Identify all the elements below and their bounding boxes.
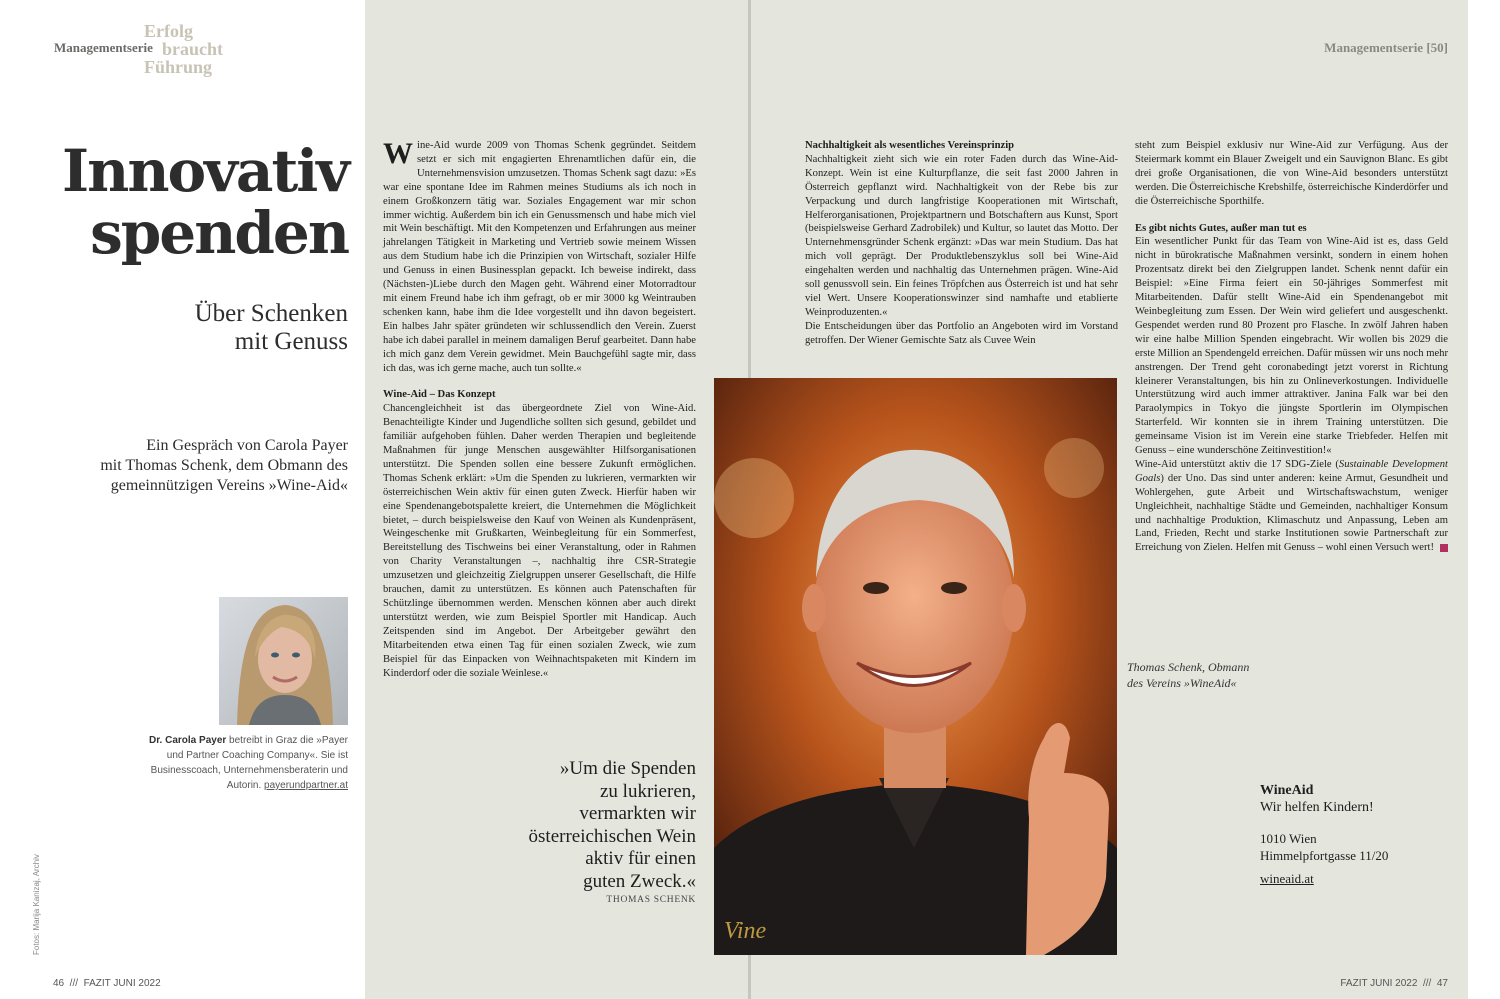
- pull-quote-line: guten Zweck.«: [583, 870, 696, 892]
- photo-credit: Fotos: Marija Kanizaj, Archiv: [32, 854, 41, 955]
- paragraph: [383, 139, 696, 375]
- subtitle-line: Über Schenken: [194, 300, 348, 327]
- article-column-1: [383, 139, 696, 680]
- caption-line: des Vereins »WineAid«: [1127, 676, 1237, 690]
- pull-quote-line: zu lukrieren,: [599, 780, 696, 802]
- organization-website-link[interactable]: wineaid.at: [1260, 871, 1314, 886]
- paragraph: [1135, 458, 1448, 555]
- author-website-link[interactable]: payerundpartner.at: [264, 780, 348, 791]
- address-city: 1010 Wien: [1260, 831, 1317, 846]
- paragraph: Chancengleichheit ist das übergeordnete Ziel von Wine-Aid. Benachteiligte Kinder und Jugendliche sollten sich gesund, gebildet und familiär aufgehoben fühlen. Daher werden Therapien und begleitende Maßnahmen für junge Menschen ausgewählter Hilfsorganisationen unterstützt. Die Spenden sollen eine bessere Zukunft ermöglichen. Thomas Schenk erklärt: »Um die Spenden zu lukrieren, vermarkten wir österreichischen Wein aktiv für einen guten Zweck. Hierfür haben wir eine Spendenangebotspalette kreiert, die Unternehmen die Möglichkeit bietet, – durch beispielsweise den Kauf von Weinen als Kundenpräsent, Weingeschenke mit Grußkarten, Weinbegleitung für ein Sommerfest, Bereitstellung des Tischweins bei einer Veranstaltung, oder in Rahmen von Charity Veranstaltungen –, nachhaltig ihre CSR-Strategie umzusetzen und gleichzeitig Zielgruppen unserer Gesellschaft, die Hilfe brauchen, damit zu unterstützen. Es können auch Patenschaften für Schützlinge übernommen werden. Menschen können aber auch direkt unterstützt werden, wie zum Beispiel Sportler mit Handicap. Auch Zeitspenden sind im Angebot. Der Arbeitgeber gewährt den Mitarbeitenden etwa einen Tag für einen sozialen Zweck, wie zum Beispiel für das Einpacken von Weihnachtspaketen mit Kindern im Kinderdorf oder die soziale Weinlese.«: [383, 403, 696, 679]
- pull-quote-author: THOMAS SCHENK: [606, 895, 696, 905]
- article-subtitle: [195, 300, 348, 356]
- drop-cap: W: [383, 137, 413, 170]
- author-portrait: [219, 597, 348, 725]
- intro-line: gemeinnützigen Vereins »Wine-Aid«: [110, 477, 348, 494]
- article-column-2: [805, 139, 1118, 348]
- pull-quote-line: aktiv für einen: [585, 848, 696, 870]
- series-deco-line: braucht: [162, 39, 224, 59]
- paragraph: steht zum Beispiel exklusiv nur Wine-Aid zur Verfügung. Aus der Steiermark kommt ein Blauer Zweigelt und ein Sauvignon Blanc. Es gibt drei große Organisationen, die von Wine-Aid besonders unterstützt werden. Die Österreichische Krebshilfe, österreichische Kinderdörfer und die Österreichische Sporthilfe.: [1135, 140, 1448, 207]
- title-line: Innovativ: [62, 137, 348, 205]
- author-bio: [138, 733, 348, 793]
- organization-name: WineAid: [1260, 783, 1314, 798]
- address-street: Himmelpfortgasse 11/20: [1260, 848, 1389, 863]
- pull-quote-line: österreichischen Wein: [528, 825, 696, 847]
- article-end-mark: [1440, 544, 1448, 552]
- caption-line: Thomas Schenk, Obmann: [1127, 660, 1250, 674]
- series-decoration: [144, 22, 223, 76]
- paragraph: Die Entscheidungen über das Portfolio an Angeboten wird im Vorstand getroffen. Der Wiener Gemischte Satz als Cuvee Wein: [805, 320, 1118, 346]
- paragraph: Ein wesentlicher Punkt für das Team von Wine-Aid ist es, dass Geld nicht in bürokratische Maßnahmen versinkt, sondern in einem hohen Prozentsatz direkt bei den Zielgruppen landet. Schenk nennt dafür ein Beispiel: »Eine Firma feiert ein 50-jähriges Sommerfest mit Mitarbeitenden. Dafür stellt Wine-Aid ein Spendenangebot mit Weinbegleitung zum Essen. Der Wein wird geliefert und ausgeschenkt. Gespendet werden rund 80 Prozent pro Flasche. In zwölf Jahren haben wir eine halbe Million Spenden eingebracht. Wir wollen bis 2029 die erste Million an Spendengeld erreichen. Dafür müssen wir uns noch mehr anstrengen. Der Trend geht coronabedingt jetzt vorerst in Richtung kleinerer Veranstaltungen, bis hin zu Onlineverkostungen. Individuelle Unterstützung wird auch immer attraktiver. Janina Falk war bei den Paraolympics in Tokyo die jüngste Sportlerin im Olympischen Starterfeld. Wir konnten sie in ihrem Training unterstützen. Die gemeinsame Vision ist im Verein eine starke Triebfeder. Helfen mit Genuss – eine wunderschöne Zeitinvestition!«: [1135, 236, 1448, 457]
- section-heading: Nachhaltigkeit als wesentliches Vereinsprinzip: [805, 140, 1015, 151]
- paragraph: Nachhaltigkeit zieht sich wie ein roter Faden durch das Wine-Aid-Konzept. Wein ist eine Kulturpflanze, die seit fast 2000 Jahren in Österreich gepflanzt wird. Nachhaltigkeit von der Rebe bis zur Verpackung und durch langfristige Kooperationen mit Wirtschaft, Helferorganisationen, Projektpartnern und Botschaftern aus Kunst, Sport (beispielsweise Gerhard Zadrobilek) und Kultur, so lautet das Motto. Der Unternehmensgründer Schenk ergänzt: »Das war mein Studium. Das hat mich voll geprägt. Der Produktlebenszyklus soll bei Wine-Aid eingehalten werden und nachhaltig das Unternehmen prägen. Wine-Aid soll genussvoll sein. Ein feines Tröpfchen aus Österreich ist und hat sehr viel Wert. Unsere Kooperationswinzer sind namhafte und etablierte Weinproduzenten.«: [805, 153, 1118, 318]
- title-line: spenden: [90, 199, 348, 267]
- author-name: Dr. Carola Payer: [149, 735, 227, 746]
- paragraph-text: Wine-Aid unterstützt aktiv die 17 SDG-Ziele (: [1135, 458, 1339, 470]
- pull-quote-line: vermarkten wir: [579, 803, 696, 825]
- section-heading: Wine-Aid – Das Konzept: [383, 389, 496, 401]
- photo-caption: [1127, 659, 1249, 691]
- folio-right: FAZIT JUNI 2022 /// 47: [1340, 978, 1448, 989]
- pull-quote: [529, 758, 696, 894]
- paragraph-text: ) der Uno. Das sind unter anderen: keine Armut, Gesundheit und Wohlergehen, gute Arbeit und Wirtschaftswachstum, weniger Ungleichheit, nachhaltige Städte und Gemeinden, nachhaltiger Konsum und nachhaltige Produktion, Klimaschutz und Anpassung, Leben am Land, Frieden, Recht und starke Institutionen sowie Partnerschaft zur Erreichung von Zielen. Helfen mit Genuss – wohl einen Versuch wert!: [1135, 472, 1448, 554]
- series-label-right: Managementserie [50]: [1324, 40, 1448, 55]
- article-intro: [100, 436, 348, 496]
- article-column-3: [1135, 139, 1448, 555]
- paragraph-emphasis: Sustainable Development Goals: [1135, 458, 1448, 484]
- svg-text:Vine: Vine: [724, 918, 767, 944]
- intro-line: Ein Gespräch von Carola Payer: [146, 437, 348, 454]
- subtitle-line: mit Genuss: [234, 328, 348, 355]
- pull-quote-line: »Um die Spenden: [559, 758, 696, 779]
- author-bio-text: betreibt in Graz die »Payer und Partner Coaching Company«. Sie ist Businesscoach, Unternehmensberaterin und Autorin.: [150, 735, 348, 791]
- portrait-photo-thomas-schenk: [714, 378, 1117, 955]
- intro-line: mit Thomas Schenk, dem Obmann des: [100, 457, 348, 474]
- folio-left: 46 /// FAZIT JUNI 2022: [53, 978, 161, 989]
- paragraph-text: ine-Aid wurde 2009 von Thomas Schenk gegründet. Seitdem setzt er sich mit engagierten Ehrenamtlichen dafür ein, die Unternehmensvision umzusetzen. Thomas Schenk sagt dazu: »Es war eine spontane Idee im Rahmen meines Studiums als ich noch in einem Großkonzern tätig war. Soziales Engagement war mir schon immer wichtig. Außerdem bin ich ein Genussmensch und habe mich viel mit Wein beschäftigt. Mit den Kompetenzen und Erfahrungen aus meiner jahrelangen Tätigkeit in Marketing und Vertrieb sowie meinem Wissen aus dem Studium habe ich die Prinzipien von Wirtschaft, sozialer Hilfe und Genuss in einen Businessplan gepackt. Ich beweise indirekt, dass (Nächsten-)Liebe durch den Magen geht. Während einer Motorradtour mit einem Freund habe ich ihm gefragt, ob er mir 3000 kg Weintrauben schenken kann, habe ihm die Idee vorgestellt und ihn davon begeistert. Ein halbes Jahr später gründeten wir schlussendlich den Verein. Zuerst habe ich dabei parallel in meinem damaligen Beruf gearbeitet. Dann habe ich mich ganz dem Verein gewidmet. Mein Bauchgefühl sagte mir, dass ich das, was ich gerne mache, auch tun sollte.«: [383, 140, 696, 374]
- right-page-margin: [1468, 0, 1500, 999]
- contact-infobox: [1260, 782, 1388, 887]
- series-deco-line: Erfolg: [144, 21, 193, 41]
- series-label-left: Managementserie: [54, 40, 153, 55]
- section-heading: Es gibt nichts Gutes, außer man tut es: [1135, 222, 1307, 234]
- organization-tagline: Wir helfen Kindern!: [1260, 800, 1374, 815]
- series-deco-line: Führung: [144, 57, 213, 77]
- article-title: [62, 137, 348, 267]
